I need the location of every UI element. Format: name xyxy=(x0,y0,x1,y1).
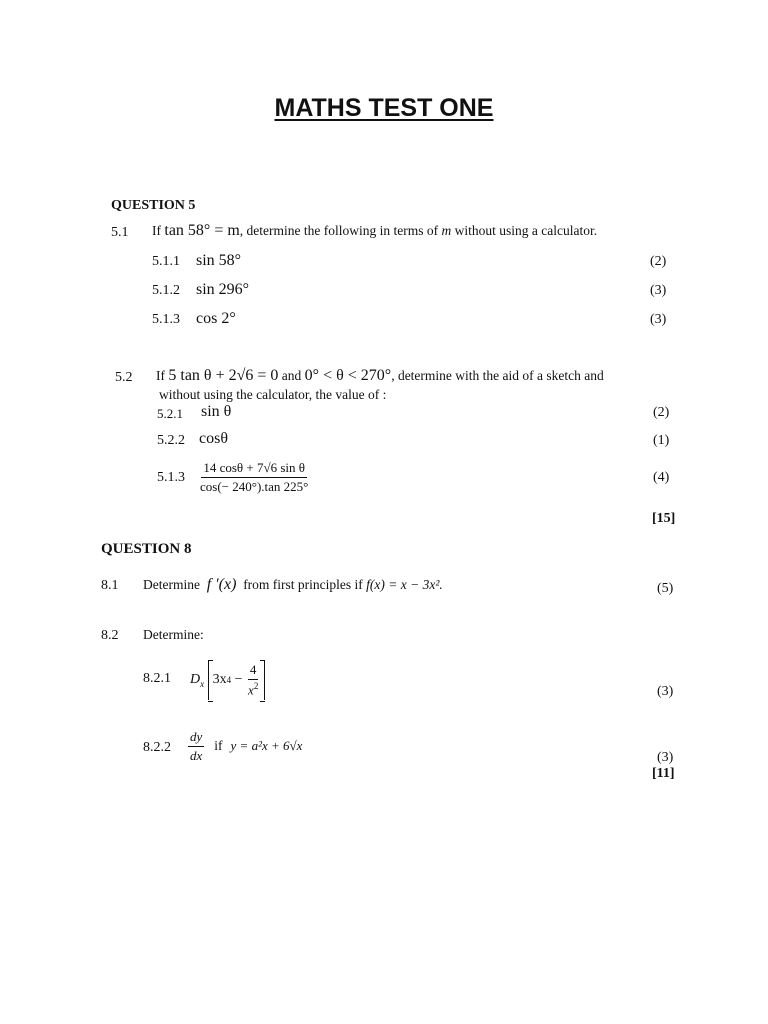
q5-1-2-expr: sin 296° xyxy=(196,281,250,298)
q5-2-2-mark: (1) xyxy=(653,433,670,448)
tan58-expr: tan 58° = m xyxy=(164,222,240,239)
q5-1-3-number: 5.1.3 xyxy=(152,312,180,327)
q5-1-3-mark: (3) xyxy=(650,312,667,327)
q5-2-3-number: 5.1.3 xyxy=(157,470,185,485)
q5-2-3-fraction xyxy=(198,460,310,495)
page-title: MATHS TEST ONE xyxy=(274,94,494,122)
q8-total: [11] xyxy=(652,766,675,781)
q8-1-number: 8.1 xyxy=(101,578,119,593)
q5-1-number: 5.1 xyxy=(111,225,129,240)
fraction-denominator: cos(− 240°).tan 225° xyxy=(200,479,309,494)
theta-range: 0° < θ < 270° xyxy=(304,367,392,384)
q8-2-1-expr: $D_x$ 3x 4 − $\frac{4}{x^2}$ xyxy=(190,660,265,700)
q5-2-1-number: 5.2.1 xyxy=(157,406,183,421)
q5-1-2-number: 5.1.2 xyxy=(152,283,180,298)
q8-1-text: Determine f ′(x) from first principles if f(x) = x − 3x². xyxy=(143,576,443,593)
q5-2-2-number: 5.2.2 xyxy=(157,433,185,448)
q8-2-2-number: 8.2.2 xyxy=(143,740,171,755)
q8-2-1-mark: (3) xyxy=(657,684,674,699)
q5-total: [15] xyxy=(652,511,676,526)
q8-2-2-mark: (3) xyxy=(657,750,674,765)
q5-1-text: If tan 58° = m, determine the following in terms of m without using a calculator. xyxy=(152,222,598,239)
q5-2-text: If 5 tan θ + 2√6 = 0 and 0° < θ < 270°, determine with the aid of a sketch and xyxy=(156,367,604,384)
q8-2-1-number: 8.2.1 xyxy=(143,671,171,686)
square-bracket: 3x 4 − $\frac{4}{x^2}$ xyxy=(208,660,266,700)
question-5-heading: QUESTION 5 xyxy=(111,198,196,213)
q8-2-number: 8.2 xyxy=(101,628,119,643)
fraction-numerator: 14 cosθ + 7√6 sin θ xyxy=(201,460,307,478)
q5-2-2-expr: cosθ xyxy=(199,430,228,447)
q8-2-label: Determine: xyxy=(143,627,204,642)
q5-2-1-expr: sin θ xyxy=(201,403,232,420)
q5-1-1-mark: (2) xyxy=(650,254,667,269)
tan-theta-equation: 5 tan θ + 2√6 = 0 xyxy=(168,367,279,384)
q8-1-mark: (5) xyxy=(657,581,674,596)
q8-2-2-expr: $\frac{dy}{dx}$ if y = a²x + 6√x xyxy=(190,729,303,763)
q5-1-1-number: 5.1.1 xyxy=(152,254,180,269)
q5-1-3-expr: cos 2° xyxy=(196,310,236,327)
q5-1-2-mark: (3) xyxy=(650,283,667,298)
q5-2-number: 5.2 xyxy=(115,370,133,385)
q5-2-1-mark: (2) xyxy=(653,405,670,420)
f-prime-expr: f ′(x) xyxy=(206,576,237,593)
question-8-heading: QUESTION 8 xyxy=(101,541,192,557)
f-of-x-expr: f(x) = x − 3x². xyxy=(366,577,443,592)
q5-1-1-expr: sin 58° xyxy=(196,252,242,269)
q5-2-3-mark: (4) xyxy=(653,470,670,485)
q5-2-text-line2: without using the calculator, the value of : xyxy=(159,387,387,402)
